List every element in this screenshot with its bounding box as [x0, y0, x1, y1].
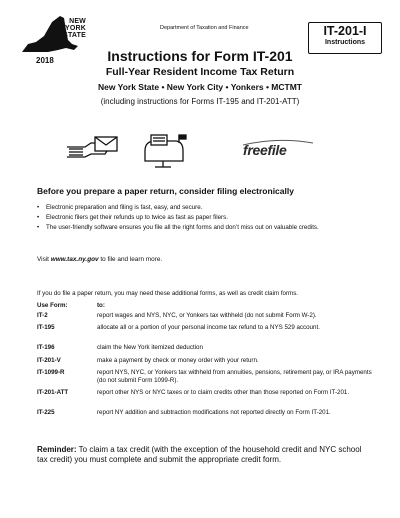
reminder-text: To claim a tax credit (with the exception of the household credit and NYC school tax credit) you must complete and submit the appropriate credit form. — [37, 445, 362, 464]
table-row: IT-201-ATT report other NYS or NYC taxes or to claim credits other than those reported on Form IT-201. — [37, 389, 350, 396]
additional-forms-table — [37, 302, 377, 427]
table-row: IT-2 report wages and NYS, NYC, or Yonkers tax withheld (do not submit Form W-2). — [37, 312, 317, 319]
list-item: • Electronic filers get their refunds up to twice as fast as paper filers. — [37, 214, 367, 222]
table-row: IT-1099-R report NYS, NYC, or Yonkers tax withheld from annuities, pensions, retirement pay, or IRA payments (do not submit Form 1099-R). — [37, 369, 372, 384]
jurisdictions-line: New York State • New York City • Yonkers • MCTMT — [97, 82, 302, 92]
table-row: IT-225 report NY addition and subtraction modifications not reported directly on Form IT-201. — [37, 409, 331, 416]
list-item: • The user-friendly software ensures you file all the right forms and don’t miss out on valuable credits. — [37, 224, 367, 232]
hand-with-envelope-icon — [67, 137, 117, 157]
efile-benefits-list — [37, 204, 367, 234]
includes-line: (including instructions for Forms IT-195 and IT-201-ATT) — [100, 97, 300, 106]
table-header: Use Form: to: — [37, 302, 105, 309]
form-number: IT-201-I — [323, 24, 367, 38]
list-item: • Electronic preparation and filing is fast, easy, and secure. — [37, 204, 367, 212]
form-label: Instructions — [324, 39, 366, 46]
freefile-logo: freefile — [243, 142, 287, 158]
table-row: IT-196 claim the New York itemized deduction — [37, 344, 203, 351]
mailbox-icon — [145, 135, 186, 167]
website-link[interactable]: www.tax.ny.gov — [50, 256, 99, 263]
logo-year: 2018 — [36, 56, 54, 65]
department-name: Department of Taxation and Finance — [160, 25, 249, 31]
table-row: IT-195 allocate all or a portion of your personal income tax refund to a NYS 529 account. — [37, 324, 320, 331]
page-subtitle: Full-Year Resident Income Tax Return — [105, 66, 295, 78]
page-title: Instructions for Form IT-201 — [107, 48, 293, 64]
visit-line: Visit www.tax.ny.gov to file and learn more. — [37, 256, 163, 263]
reminder-note — [37, 445, 367, 465]
additional-forms-intro: If you do file a paper return, you may need these additional forms, as well as credit claim forms. — [37, 290, 299, 297]
mail-return-illustration — [65, 133, 215, 169]
reminder-label: Reminder: — [37, 445, 77, 454]
table-row: IT-201-V make a payment by check or money order with your return. — [37, 357, 259, 364]
logo-state-text: NEW YORK STATE — [63, 18, 86, 39]
efile-heading: Before you prepare a paper return, consider filing electronically — [37, 186, 294, 196]
